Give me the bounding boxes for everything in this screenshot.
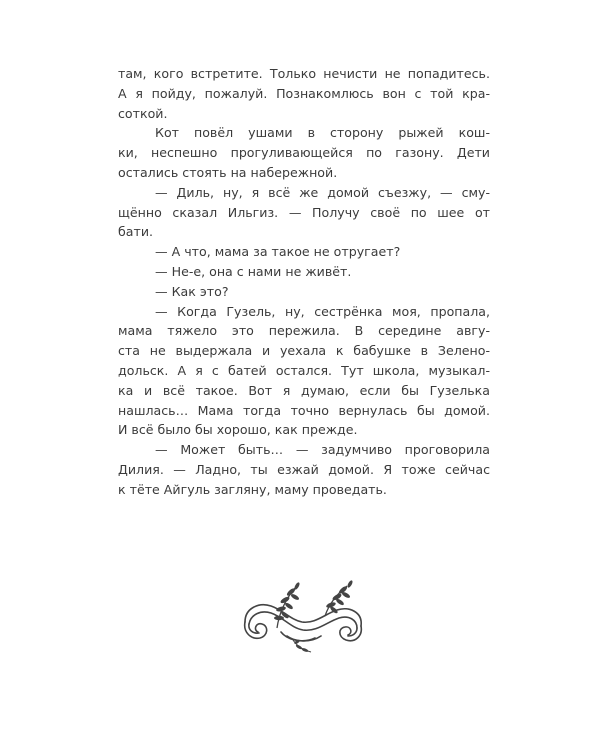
text-line: соткой. <box>118 105 168 121</box>
text-line: ка и всё такое. Вот я думаю, если бы Гузелька <box>118 382 490 398</box>
text-line: Кот повёл ушами в сторону рыжей кош- <box>155 125 490 141</box>
text-line: И всё было бы хорошо, как прежде. <box>118 422 358 438</box>
text-line: ста не выдержала и уехала к бабушке в Зелено- <box>118 343 490 359</box>
text-line: А я пойду, пожалуй. Познакомлюсь вон с той кра- <box>118 85 490 101</box>
text-line: — Диль, ну, я всё же домой съезжу, — сму- <box>155 184 490 200</box>
floral-divider-icon <box>225 570 379 660</box>
text-line: бати. <box>118 224 154 240</box>
text-line: дольск. А я с батей остался. Тут школа, музыкал- <box>118 362 490 378</box>
text-line: — А что, мама за такое не отругает? <box>155 244 401 260</box>
text-line: мама тяжело это пережила. В середине авгу- <box>118 323 490 339</box>
text-line: — Как это? <box>155 283 229 299</box>
text-line: Дилия. — Ладно, ты езжай домой. Я тоже сейчас <box>118 461 490 477</box>
text-line: щённо сказал Ильгиз. — Получу своё по шее от <box>118 204 490 220</box>
page-text <box>118 64 490 500</box>
text-line: — Когда Гузель, ну, сестрёнка моя, пропала, <box>155 303 490 319</box>
text-line: остались стоять на набережной. <box>118 164 338 180</box>
text-line: нашлась… Мама тогда точно вернулась бы домой. <box>118 402 490 418</box>
text-line: — Не-е, она с нами не живёт. <box>155 263 352 279</box>
text-line: — Может быть… — задумчиво проговорила <box>155 442 490 458</box>
text-line: ки, неспешно прогуливающейся по газону. Дети <box>118 145 490 161</box>
text-line: там, кого встретите. Только нечисти не попадитесь. <box>118 66 490 81</box>
text-line: к тёте Айгуль загляну, маму проведать. <box>118 481 387 497</box>
